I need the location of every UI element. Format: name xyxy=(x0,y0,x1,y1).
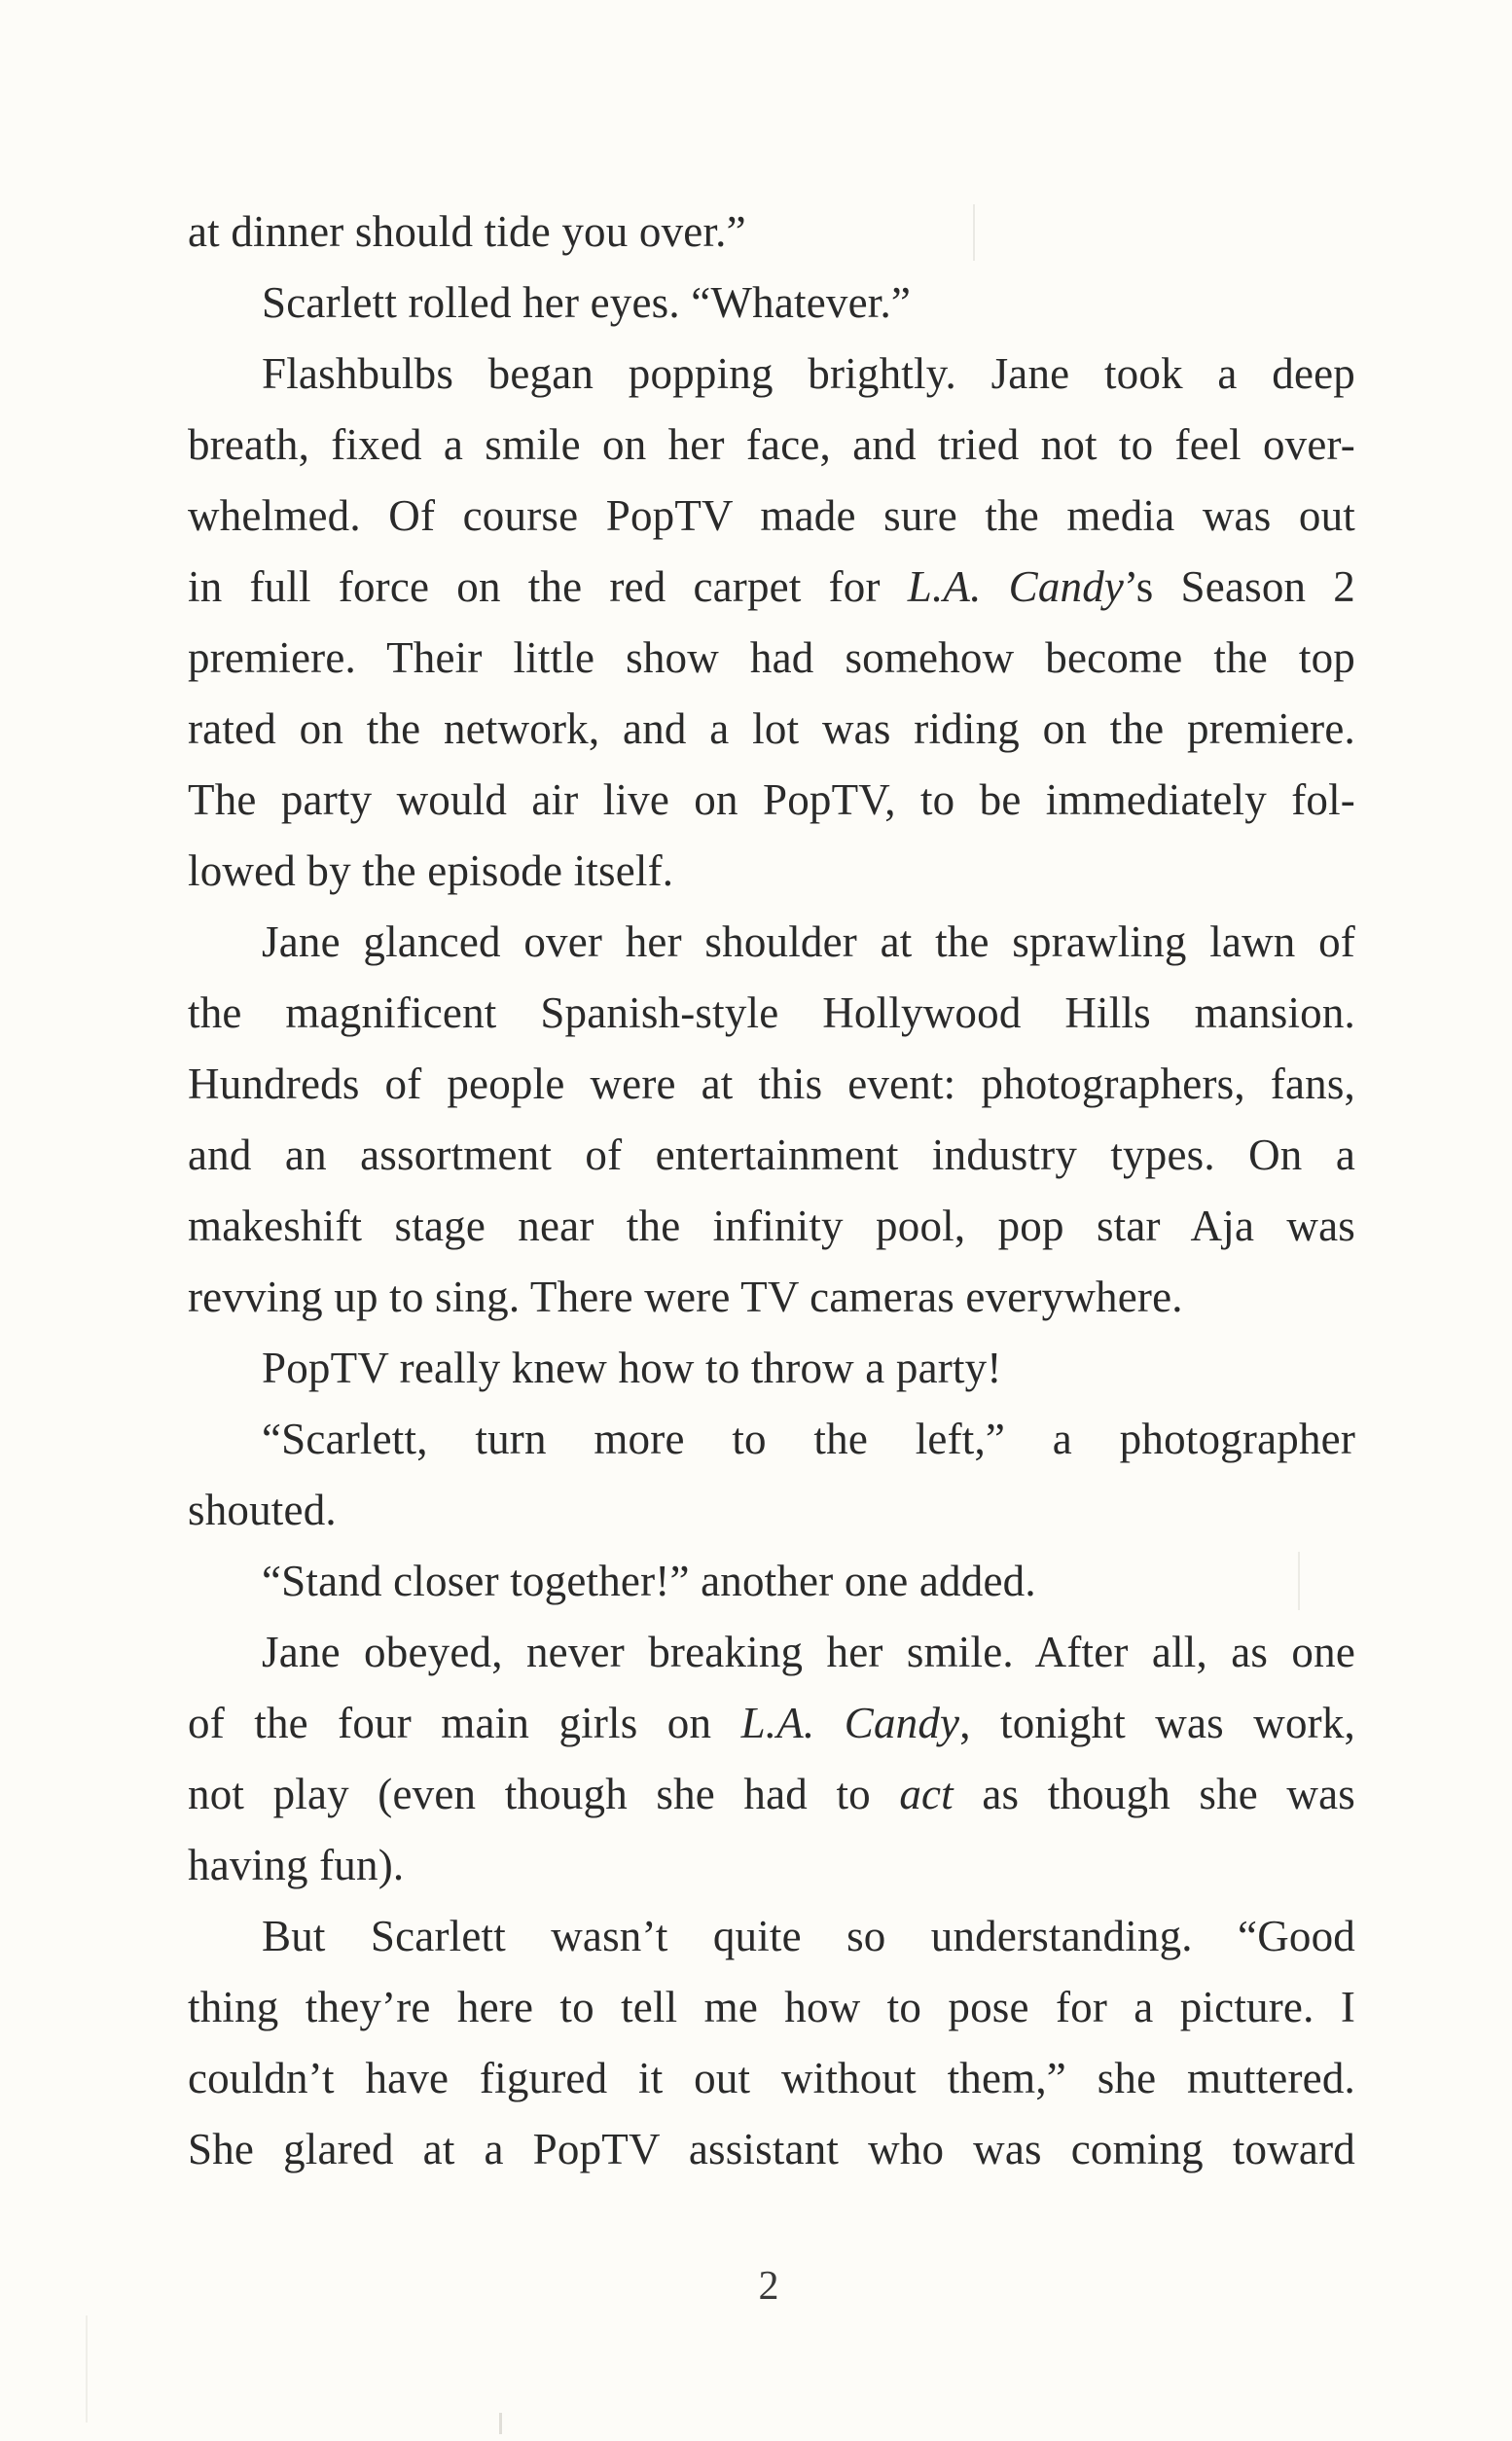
text-fragment: of the four main girls on xyxy=(188,1699,741,1747)
text-line: the magnificent Spanish-style Hollywood Hills mansion. xyxy=(188,988,1355,1037)
text-line: She glared at a PopTV assistant who was coming toward xyxy=(188,2125,1355,2173)
text-line: shouted. xyxy=(188,1486,337,1534)
text-line: whelmed. Of course PopTV made sure the media was out xyxy=(188,491,1355,540)
book-title-italic: L.A. Candy xyxy=(740,1699,960,1747)
scan-artifact xyxy=(1298,1552,1300,1610)
text-fragment: not play (even though she had to xyxy=(188,1770,900,1818)
text-line: thing they’re here to tell me how to pose for a picture. I xyxy=(188,1983,1355,2031)
book-title-italic: L.A. Candy xyxy=(907,562,1125,611)
text-line: Scarlett rolled her eyes. “Whatever.” xyxy=(262,278,912,327)
text-line: premiere. Their little show had somehow become the top xyxy=(188,633,1355,682)
text-line: at dinner should tide you over.” xyxy=(188,207,746,256)
text-line: The party would air live on PopTV, to be immediately fol- xyxy=(188,775,1355,824)
text-line xyxy=(188,1765,1355,1823)
scan-artifact xyxy=(86,2315,88,2423)
text-line: PopTV really knew how to throw a party! xyxy=(262,1344,1002,1392)
text-line xyxy=(188,557,1355,616)
text-line: “Scarlett, turn more to the left,” a photographer xyxy=(262,1415,1355,1463)
text-fragment: as though she was xyxy=(953,1770,1355,1818)
text-line: Hundreds of people were at this event: photographers, fans, xyxy=(188,1059,1355,1108)
text-line: But Scarlett wasn’t quite so understanding. “Good xyxy=(262,1912,1355,1960)
text-line: and an assortment of entertainment industry types. On a xyxy=(188,1131,1355,1179)
text-line: lowed by the episode itself. xyxy=(188,846,674,895)
scan-artifact xyxy=(499,2413,502,2434)
page-number: 2 xyxy=(758,2264,779,2309)
text-line: having fun). xyxy=(188,1841,405,1889)
text-fragment: , tonight was work, xyxy=(959,1699,1355,1747)
text-line xyxy=(188,1694,1355,1752)
emphasis-italic: act xyxy=(899,1770,954,1818)
text-line: couldn’t have figured it out without them,” she muttered. xyxy=(188,2054,1355,2102)
text-line: rated on the network, and a lot was riding on the premiere. xyxy=(188,704,1355,753)
text-fragment: ’s Season 2 xyxy=(1124,562,1355,611)
text-line: makeshift stage near the infinity pool, pop star Aja was xyxy=(188,1202,1355,1250)
text-line: revving up to sing. There were TV cameras everywhere. xyxy=(188,1273,1183,1321)
text-line: Jane glanced over her shoulder at the sprawling lawn of xyxy=(262,917,1355,966)
text-line: breath, fixed a smile on her face, and tried not to feel over- xyxy=(188,420,1355,469)
text-line: Flashbulbs began popping brightly. Jane took a deep xyxy=(262,349,1355,398)
scan-artifact xyxy=(973,204,975,261)
text-line: “Stand closer together!” another one added. xyxy=(262,1557,1036,1605)
text-line: Jane obeyed, never breaking her smile. After all, as one xyxy=(262,1628,1355,1676)
text-fragment: in full force on the red carpet for xyxy=(188,562,908,611)
